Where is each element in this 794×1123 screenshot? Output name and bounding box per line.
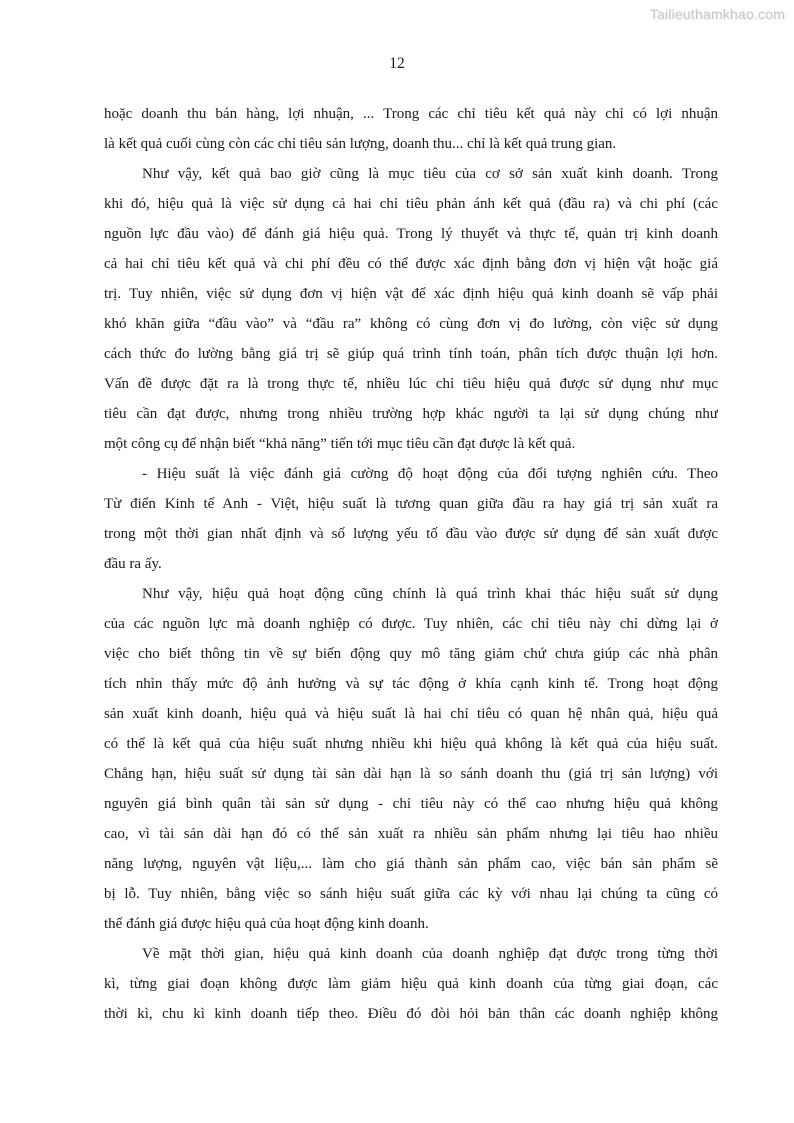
text-line: Như vậy, kết quả bao giờ cũng là mục tiêu của cơ sở sản xuất kinh doanh. Trong xyxy=(142,166,718,182)
text-line: đầu ra ấy. xyxy=(104,556,162,572)
text-line: bị lỗ. Tuy nhiên, bằng việc so sánh hiệu suất giữa các kỳ với nhau lại chúng ta cũng có xyxy=(104,886,718,902)
text-line: một công cụ để nhận biết “khả năng” tiến tới mục tiêu cần đạt được là kết quả. xyxy=(104,436,576,452)
text-line: - Hiệu suất là việc đánh giá cường độ hoạt động của đối tượng nghiên cứu. Theo xyxy=(142,466,718,482)
text-line: là kết quả cuối cùng còn các chỉ tiêu sản lượng, doanh thu... chỉ là kết quả trung gian. xyxy=(104,136,617,152)
text-line: cao, vì tài sản dài hạn đó có thể sản xuất ra nhiều sản phẩm nhưng lại tiêu hao nhiều xyxy=(104,826,718,842)
text-line: hoặc doanh thu bán hàng, lợi nhuận, ... Trong các chỉ tiêu kết quả này chỉ có lợi nhuận xyxy=(104,106,718,122)
text-line: cách thức đo lường bằng giá trị sẽ giúp quá trình tính toán, phân tích được thuận lợi hơn. xyxy=(104,346,718,362)
text-line: trong một thời gian nhất định và số lượng yếu tố đầu vào được sử dụng để sản xuất được xyxy=(104,526,718,542)
text-line: của các nguồn lực mà doanh nghiệp có được. Tuy nhiên, các chỉ tiêu này chỉ dừng lại ở xyxy=(104,616,718,632)
text-line: Vấn đề được đặt ra là trong thực tế, nhiều lúc chỉ tiêu hiệu quả được sử dụng như mục xyxy=(104,376,718,392)
text-line: thể đánh giá được hiệu quả của hoạt động kinh doanh. xyxy=(104,916,429,932)
page-number: 12 xyxy=(389,55,405,72)
text-line: Chẳng hạn, hiệu suất sử dụng tài sản dài hạn là so sánh doanh thu (giá trị sản lượng) với xyxy=(104,766,718,782)
text-line: nguồn lực đầu vào) để đánh giá hiệu quả. Trong lý thuyết và thực tế, quản trị kinh doanh xyxy=(104,226,718,242)
document-body xyxy=(104,99,718,1029)
text-line: Về mặt thời gian, hiệu quả kinh doanh của doanh nghiệp đạt được trong từng thời xyxy=(142,946,718,962)
text-line: có thể là kết quả của hiệu suất nhưng nhiều khi hiệu quả không là kết quả của hiệu suất. xyxy=(104,736,718,752)
text-line: khó khăn giữa “đầu vào” và “đầu ra” không có cùng đơn vị đo lường, còn việc sử dụng xyxy=(104,316,718,332)
text-line: kì, từng giai đoạn không được làm giảm hiệu quả kinh doanh của từng giai đoạn, các xyxy=(104,976,718,992)
text-line: Như vậy, hiệu quả hoạt động cũng chính là quá trình khai thác hiệu suất sử dụng xyxy=(142,586,718,602)
text-line: tiêu cần đạt được, nhưng trong nhiều trường hợp khác người ta lại sử dụng chúng như xyxy=(104,406,718,422)
text-line: cả hai chỉ tiêu kết quả và chi phí đều có thể được xác định bằng đơn vị hiện vật hoặc giá xyxy=(104,256,718,272)
text-line: thời kì, chu kì kinh doanh tiếp theo. Điều đó đòi hỏi bản thân các doanh nghiệp không xyxy=(104,1006,718,1022)
text-line: tích nhìn thấy mức độ ảnh hưởng và sự tác động ở khía cạnh kinh tế. Trong hoạt động xyxy=(104,676,718,692)
text-line: khi đó, hiệu quả là việc sử dụng cả hai chỉ tiêu phản ánh kết quả (đầu ra) và chi phí (các xyxy=(104,196,718,212)
text-line: Từ điển Kinh tế Anh - Việt, hiệu suất là tương quan giữa đầu ra hay giá trị sản xuất ra xyxy=(104,496,718,512)
text-line: năng lượng, nguyên vật liệu,... làm cho giá thành sản phẩm cao, việc bán sản phẩm sẽ xyxy=(104,856,718,872)
text-line: nguyên giá bình quân tài sản sử dụng - chỉ tiêu này có thể cao nhưng hiệu quả không xyxy=(104,796,718,812)
text-line: trị. Tuy nhiên, việc sử dụng đơn vị hiện vật để xác định hiệu quả kinh doanh sẽ vấp phải xyxy=(104,286,718,302)
text-line: sản xuất kinh doanh, hiệu quả và hiệu suất là hai chỉ tiêu có quan hệ nhân quả, hiệu quả xyxy=(104,706,718,722)
text-line: việc cho biết thông tin về sự biến động quy mô tăng giảm chứ chưa giúp các nhà phân xyxy=(104,646,718,662)
watermark: Tailieuthamkhao.com xyxy=(649,6,785,22)
